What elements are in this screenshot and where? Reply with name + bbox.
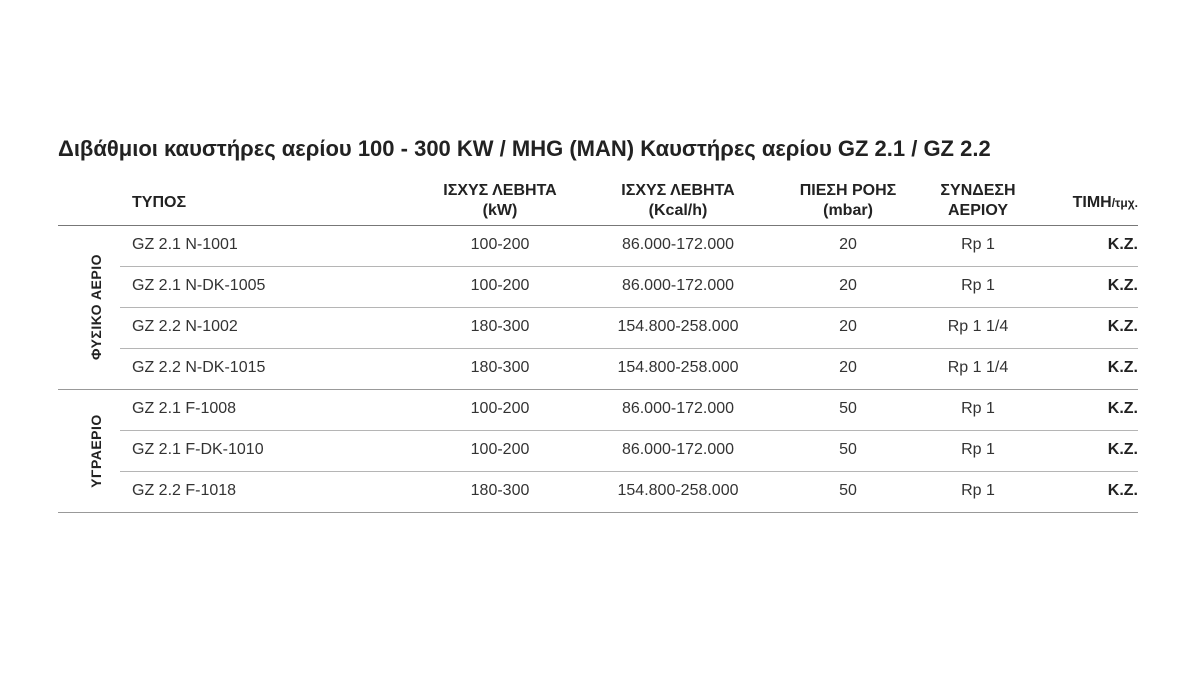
power-kw-cell: 180-300 — [470, 318, 530, 335]
gas-connection-cell: Rp 1 1/4 — [947, 318, 1009, 335]
pressure-cell: 50 — [839, 482, 857, 499]
table-row — [0, 430, 1200, 471]
gas-connection-cell: Rp 1 — [961, 441, 995, 458]
table-row — [0, 225, 1200, 266]
power-kcal-cell: 154.800-258.000 — [617, 482, 739, 499]
model-cell: GZ 2.2 N-1002 — [132, 318, 238, 335]
power-kcal-cell: 154.800-258.000 — [617, 318, 739, 335]
header-power-kw-line1: ΙΣΧΥΣ ΛΕΒΗΤΑ — [443, 182, 557, 199]
header-power-kw — [430, 181, 570, 221]
gas-connection-cell: Rp 1 — [961, 277, 995, 294]
model-cell: GZ 2.1 F-1008 — [132, 400, 237, 417]
power-kw-cell: 100-200 — [470, 236, 530, 253]
power-kcal-cell: 86.000-172.000 — [621, 236, 735, 253]
power-kcal-cell: 154.800-258.000 — [617, 359, 739, 376]
group-label: ΥΓΡΑΕΡΙΟ — [87, 413, 104, 488]
price-cell: K.Z. — [1107, 482, 1138, 499]
model-cell: GZ 2.2 N-DK-1015 — [132, 359, 266, 376]
table-row — [0, 348, 1200, 389]
power-kw-cell: 100-200 — [470, 277, 530, 294]
power-kcal-cell: 86.000-172.000 — [621, 441, 735, 458]
pressure-cell: 50 — [839, 441, 857, 458]
header-power-kcal-line2: (Kcal/h) — [648, 202, 708, 219]
power-kw-cell: 100-200 — [470, 400, 530, 417]
model-cell: GZ 2.1 F-DK-1010 — [132, 441, 264, 458]
power-kw-cell: 100-200 — [470, 441, 530, 458]
gas-connection-cell: Rp 1 — [961, 482, 995, 499]
header-pressure-line2: (mbar) — [823, 202, 873, 219]
pressure-cell: 20 — [839, 277, 857, 294]
model-cell: GZ 2.1 N-DK-1005 — [132, 277, 266, 294]
power-kcal-cell: 86.000-172.000 — [621, 400, 735, 417]
pressure-cell: 20 — [839, 359, 857, 376]
table-row — [0, 471, 1200, 512]
header-gas-connection-line2: ΑΕΡΙΟΥ — [947, 202, 1008, 219]
model-cell: GZ 2.1 N-1001 — [132, 236, 238, 253]
pressure-cell: 20 — [839, 318, 857, 335]
pressure-cell: 20 — [839, 236, 857, 253]
header-power-kcal — [598, 181, 758, 221]
price-cell: K.Z. — [1107, 441, 1138, 458]
price-cell: K.Z. — [1107, 359, 1138, 376]
header-price-unit: /τμχ. — [1111, 196, 1138, 210]
price-cell: K.Z. — [1107, 318, 1138, 335]
gas-connection-cell: Rp 1 — [961, 236, 995, 253]
price-cell: K.Z. — [1107, 277, 1138, 294]
header-power-kw-line2: (kW) — [482, 202, 518, 219]
header-price — [1000, 193, 1138, 213]
header-price-main: ΤΙΜΗ — [1072, 194, 1112, 211]
power-kw-cell: 180-300 — [470, 359, 530, 376]
header-power-kcal-line1: ΙΣΧΥΣ ΛΕΒΗΤΑ — [621, 182, 735, 199]
group-label: ΦΥΣΙΚΟ ΑΕΡΙΟ — [88, 253, 105, 361]
table-row — [0, 307, 1200, 348]
page-title: Διβάθμιοι καυστήρες αερίου 100 - 300 KW / MHG (MAN) Καυστήρες αερίου GZ 2.1 / GZ 2.2 — [58, 136, 991, 161]
header-gas-connection-line1: ΣΥΝΔΕΣΗ — [940, 182, 1016, 199]
header-pressure — [778, 181, 918, 221]
table-divider — [58, 512, 1138, 513]
price-cell: K.Z. — [1107, 400, 1138, 417]
power-kw-cell: 180-300 — [470, 482, 530, 499]
header-type: ΤΥΠΟΣ — [132, 194, 187, 211]
gas-connection-cell: Rp 1 1/4 — [947, 359, 1009, 376]
header-pressure-line1: ΠΙΕΣΗ ΡΟΗΣ — [799, 182, 897, 199]
gas-connection-cell: Rp 1 — [961, 400, 995, 417]
price-cell: K.Z. — [1107, 236, 1138, 253]
table-row — [0, 389, 1200, 430]
power-kcal-cell: 86.000-172.000 — [621, 277, 735, 294]
pressure-cell: 50 — [839, 400, 857, 417]
model-cell: GZ 2.2 F-1018 — [132, 482, 237, 499]
table-row — [0, 266, 1200, 307]
